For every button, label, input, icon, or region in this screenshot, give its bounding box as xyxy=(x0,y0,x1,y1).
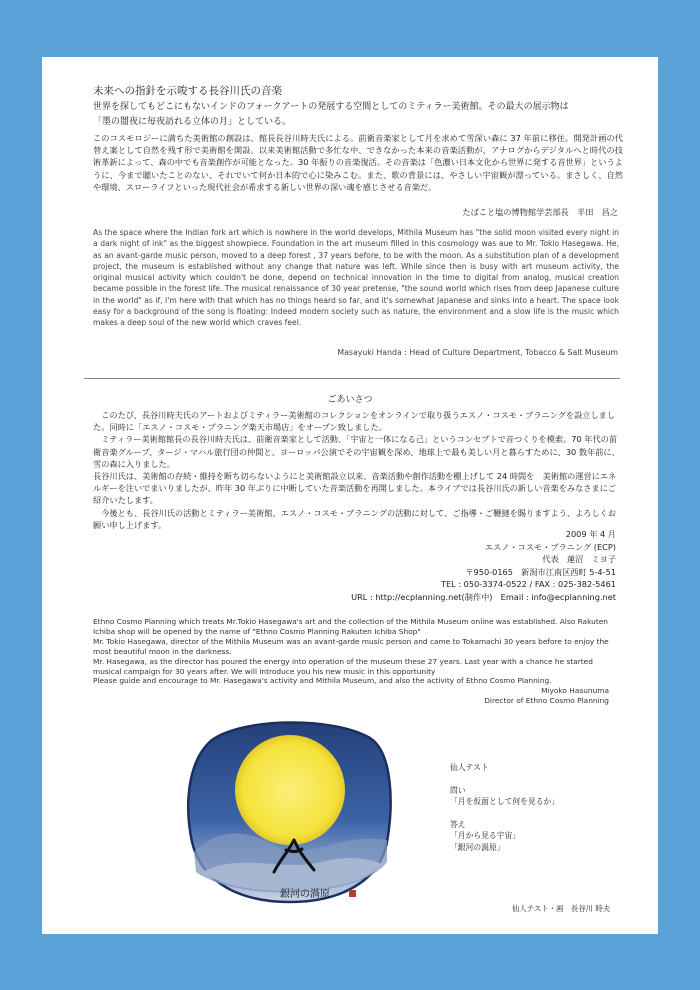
english-greeting-paragraph: Mr. Tokio Hasegawa, director of the Mithila Museum was an avant-garde music person and came to Tokamachi 30 years before to enjoy the most beautiful moon in the darkness. xyxy=(93,636,609,656)
japanese-body: このコスモロジーに満ちた美術館の創設は、館長長谷川時夫氏による。前衛音楽家として月を求めて雪深い森に 37 年前に移住。開発計画の代替え案として自然を残す形で美術館を開設。以来美術館活動で多忙な中、できなかった本来の音楽活動が、アナログからデジタルへと時代の技術革新によって、森の中でも音楽創作が可能となった。30 年振りの音楽復活。その音楽は「色濃い日本文化から世界に発する音世界」というように、今まで聴いたことのない、それでいて何か日本的で心に染みこむ。また、歌の背景には、やさしい宇宙観が漂っている。まさしく、自然や環境、スローライフといった現代社会が希求する新しい世界の深い魂を感じさせる音楽だ。 xyxy=(93,133,623,192)
japanese-signature: たばこと塩の博物館学芸部長 半田 昌之 xyxy=(462,207,618,217)
english-body: As the space where the Indian fork art which is nowhere in the world develops, Mithila Museum has "the solid moon visited every night in a dark night of ink" as the biggest showpiece. Foundation in the art museum filled in this cosmology was aue to Mr. Tokio Hasegawa. He, as an avant-garde music person, moved to a deep forest , 37 years before, to be with the moon. As a substitution plan of a development project, the museum is established without any change that nature was left. While since then is busy with art museum activity, the original musical activity which couldn't be done, depend on technical innovation in the time to digital from analog, musical creation became possible in the forest life. The musical renaissance of 30 year pretense, "the sound world which rises from deep Japanese culture in the world" as if, I'm here with that which has no things heard so far, and it's somewhat Japanese and sinks into a heart. The space look easy for a background of the song is floating: Indeed modern society such as nature, the environment and a slow life is the music which makes a deep soul of the new world which craves feel. xyxy=(93,228,619,328)
greeting-paragraph: 今後とも、長谷川氏の活動とミティラー美術館、エスノ・コスモ・プラニングの活動に対して、ご指導・ご鞭撻を賜りますよう、よろしくお願い申し上げます。 xyxy=(93,507,617,530)
zen-answer-1: 「月から見る宇宙」 xyxy=(450,831,521,841)
greeting-paragraph: 長谷川氏は、美術館の存続・維持を断ち切らないようにと美術館設立以来、音楽活動や創作活動を棚上げして 24 時間を 美術館の運営にエネルギーを注いでまいりましたが、昨年 30 年ぶりに中断していた音楽活動を再開しました。本ライブでは長谷川氏の新しい音楽をみなさまにご紹介いたします。 xyxy=(93,471,617,506)
english-greeting-paragraph: Please guide and encourage to Mr. Hasegawa's activity and Mithila Museum, and also the activity of Ethno Cosmo Planning. xyxy=(93,676,552,686)
zen-question-label: 問い xyxy=(450,785,466,795)
zen-test-block xyxy=(450,762,559,854)
contact-representative: 代表 蓮沼 ミヨ子 xyxy=(542,554,616,565)
contact-date: 2009 年 4 月 xyxy=(565,529,616,539)
japanese-lead-line-1: 世界を探してもどこにもないインドのフォークアートの発展する空間としてのミティラー美術館。その最大の展示物は xyxy=(93,102,569,112)
japanese-section-title: 未来への指針を示唆する長谷川氏の音楽 xyxy=(93,85,282,97)
zen-question: 「月を仮面として何を見るか」 xyxy=(450,797,560,807)
english-signature: Masayuki Handa : Head of Culture Department, Tobacco & Salt Museum xyxy=(337,348,618,357)
english-greeting-sign-title: Director of Ethno Cosmo Planning xyxy=(484,696,609,706)
signature-seal xyxy=(349,890,356,897)
moon-artwork xyxy=(182,712,397,907)
greeting-body xyxy=(93,409,623,531)
section-divider xyxy=(84,378,620,379)
greeting-paragraph: このたび、長谷川時夫氏のアートおよびミティラー美術館のコレクションをオンラインで取り扱うエスノ・コスモ・プラニングを設立しました。同時に「エスノ・コスモ・プラニング楽天市場店」をオープン致しました。 xyxy=(93,410,616,433)
calligraphy-text: 銀河の渦原 xyxy=(280,889,330,900)
contact-company: エスノ・コスモ・プラニング (ECP) xyxy=(484,541,616,552)
document-page xyxy=(42,57,658,934)
contact-block xyxy=(296,528,616,604)
zen-answer-2: 「銀河の渦原」 xyxy=(450,842,505,852)
english-greeting-paragraph: Mr. Hasegawa, as the director has poured the energy into operation of the museum these 27 years. Last year with a chance he started musical campaign for 30 years after. We will introduce you his new music in this opportunity xyxy=(93,656,593,676)
contact-url-email: URL : http://ecplanning.net(制作中) Email : info@ecplanning.net xyxy=(351,591,616,602)
contact-address: 〒950-0165 新潟市江南区西町 5-4-51 xyxy=(465,566,616,577)
greeting-title: ごあいさつ xyxy=(327,395,373,405)
artwork-credit: 仙人テスト・画 長谷川 時夫 xyxy=(512,904,611,913)
contact-phone-fax: TEL : 050-3374-0522 / FAX : 025-382-5461 xyxy=(440,579,616,590)
zen-test-title: 仙人テスト xyxy=(450,763,489,772)
english-greeting-sign-name: Miyoko Hasunuma xyxy=(541,686,609,696)
japanese-lead-line-2: 「墨の闇夜に毎夜訪れる立体の月」としている。 xyxy=(93,117,292,127)
english-greeting-paragraph: Ethno Cosmo Planning which treats Mr.Tokio Hasegawa's art and the collection of the Mithila Museum online was established. Also Rakuten Ichiba shop will be opened by the name of "Ethno Cosmo Planning Rakuten Ichiba Shop" xyxy=(93,617,608,636)
greeting-paragraph: ミティラー美術館館長の長谷川時夫氏は、前衛音楽家として活動、「宇宙と一体になる己」というコンセプトで音つくりを模索。70 年代の前衛音楽グループ、タージ・マハル旅行団の仲間と、ヨーロッパ公演でその宇宙観を深め、地球上で最も美しい月と暮らすために、30 数年前に、雪の森に入りました。 xyxy=(93,434,620,469)
japanese-lead xyxy=(93,100,623,130)
moon-shape xyxy=(235,735,345,845)
zen-answer-label: 答え xyxy=(450,819,466,829)
english-greeting xyxy=(93,617,609,706)
